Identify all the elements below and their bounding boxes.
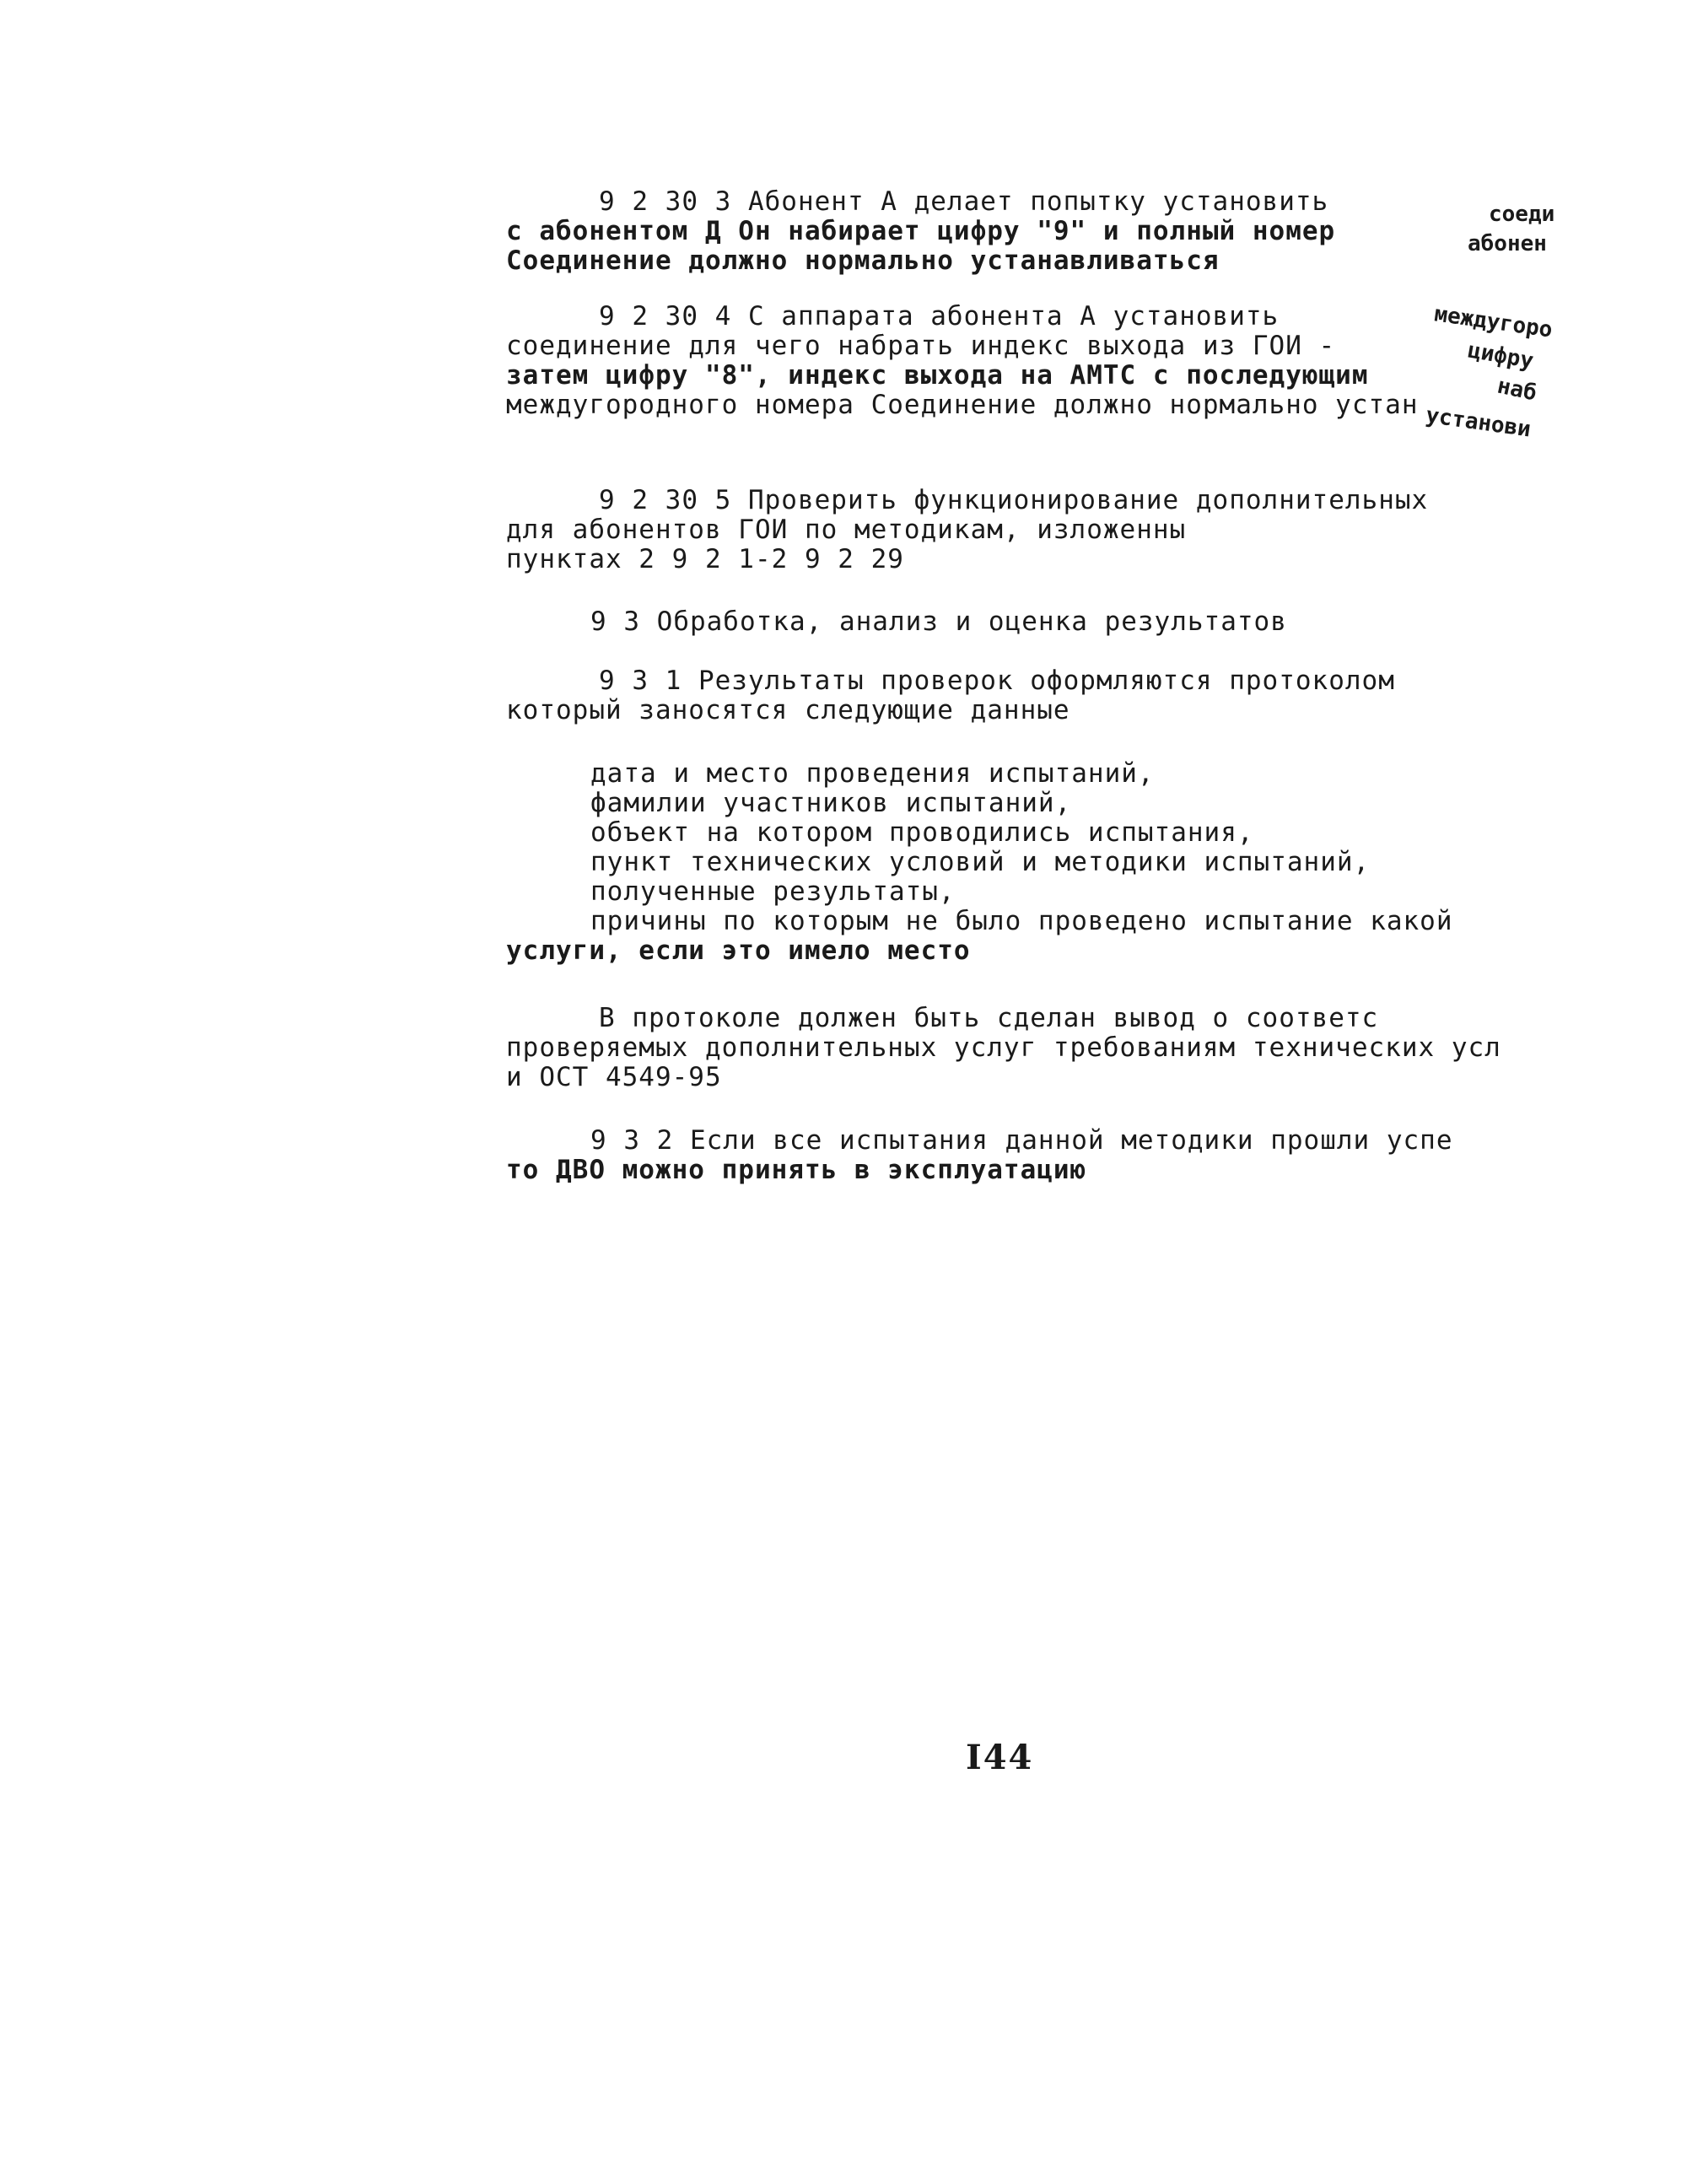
section-heading: 9 3 Обработка, анализ и оценка результатов — [590, 606, 1287, 637]
text-line: 9 2 30 4 С аппарата абонента А установить — [599, 301, 1280, 332]
text-line: затем цифру "8", индекс выхода на АМТС с последующим — [506, 360, 1369, 391]
text-line: с абонентом Д Он набирает цифру "9" и полный номер — [506, 216, 1336, 246]
text-line: который заносятся следующие данные — [506, 695, 1070, 725]
list-item: услуги, если это имело место — [506, 935, 971, 966]
list-item: дата и место проведения испытаний, — [590, 758, 1155, 789]
text-line: 9 2 30 3 Абонент А делает попытку установить — [599, 186, 1329, 217]
text-line: В протоколе должен быть сделан вывод о соответс — [599, 1003, 1379, 1033]
section-heading-9-3 — [506, 607, 1544, 637]
list-item: полученные результаты, — [590, 876, 956, 907]
text-line: междугородного номера Соединение должно нормально устан — [506, 390, 1419, 420]
margin-fragment: наб — [1495, 373, 1539, 407]
margin-fragment: цифру — [1465, 337, 1536, 375]
list-item: фамилии участников испытаний, — [590, 788, 1072, 818]
page-number: I44 — [966, 1738, 1034, 1777]
margin-fragment: соеди — [1489, 202, 1555, 227]
text-line: пунктах 2 9 2 1-2 9 2 29 — [506, 544, 904, 574]
list-item: объект на котором проводились испытания, — [590, 817, 1254, 848]
list-item: причины по которым не было проведено испытание какой — [590, 906, 1453, 936]
paragraph-9-2-30-4 — [506, 302, 1544, 420]
margin-fragment: установи — [1424, 402, 1533, 443]
text-line: то ДВО можно принять в эксплуатацию — [506, 1155, 1087, 1185]
text-line: проверяемых дополнительных услуг требованиям технических усл — [506, 1032, 1501, 1063]
text-line: для абонентов ГОИ по методикам, изложенны — [506, 515, 1187, 545]
list-item: пункт технических условий и методики испытаний, — [590, 847, 1371, 877]
text-line: Соединение должно нормально устанавливаться — [506, 245, 1220, 276]
paragraph-9-2-30-3 — [506, 187, 1544, 276]
text-line: 9 2 30 5 Проверить функционирование дополнительных — [599, 485, 1429, 515]
paragraph-conclusion — [506, 1004, 1544, 1092]
paragraph-9-2-30-5 — [506, 486, 1544, 574]
text-line: 9 3 2 Если все испытания данной методики прошли успе — [590, 1125, 1453, 1156]
text-line: соединение для чего набрать индекс выхода из ГОИ - — [506, 331, 1336, 361]
paragraph-9-3-2 — [506, 1126, 1544, 1185]
text-line: 9 3 1 Результаты проверок оформляются протоколом — [599, 666, 1395, 696]
data-list — [506, 759, 1544, 966]
paragraph-9-3-1 — [506, 666, 1544, 725]
text-line: и ОСТ 4549-95 — [506, 1062, 722, 1092]
margin-fragment: междугоро — [1432, 301, 1554, 343]
margin-fragment: абонен — [1468, 231, 1547, 256]
